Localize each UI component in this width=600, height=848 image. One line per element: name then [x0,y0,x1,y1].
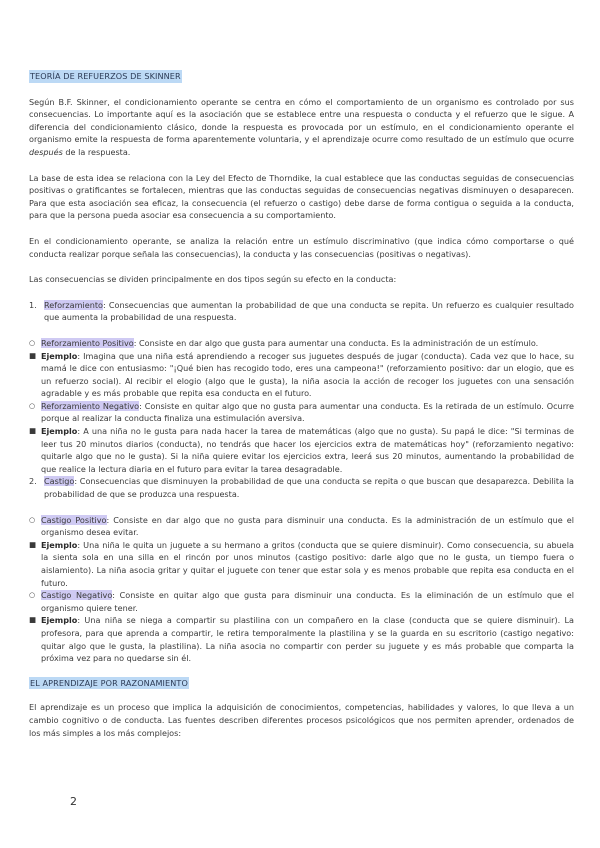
term-castigo: Castigo [44,476,75,487]
list-item-reforzamiento: 1. Reforzamiento: Consecuencias que aumentan la probabilidad de que una conducta se repita. Un refuerzo es cualquier resultado que aumenta la probabilidad de una respuesta. [29,299,574,323]
example-label: Ejemplo [41,539,78,550]
list-item-castigo-negativo: ○ Castigo Negativo: Consiste en quitar algo que gusta para disminuir una conducta. Es la eliminación de un estímulo que el organismo quiere tener. [29,590,574,613]
term-reforzamiento-negativo: Reforzamiento Negativo [41,400,140,411]
section-heading-skinner: TEORÍA DE REFUERZOS DE SKINNER [30,71,181,81]
term-castigo-negativo: Castigo Negativo [41,590,113,601]
circle-bullet-icon: ○ [29,401,36,410]
page-number: 2 [70,795,77,808]
paragraph-thorndike: La base de esta idea se relaciona con la Ley del Efecto de Thorndike, la cual establece que las conductas seguidas de consecuencias positivas o gratificantes se fortalecen, mientras que las conductas seguidas de consecuencias negativas disminuyen o desaparecen. Para que esta asociación sea eficaz, la consecuencia (el refuerzo o castigo) debe darse de forma contigua o seguida a la conducta, para que la persona pueda asociar esa consecuencia a su comportamiento. [29,172,574,221]
term-reforzamiento-positivo: Reforzamiento Positivo [41,337,134,348]
square-bullet-icon: ■ [29,539,37,549]
list-item-reforzamiento-positivo: ○ Reforzamiento Positivo: Consiste en dar algo que gusta para aumentar una conducta. Es la administración de un estímulo. [29,337,539,348]
list-item-castigo: 2. Castigo: Consecuencias que disminuyen la probabilidad de que una conducta se repita o que buscan que desaparezca. Debilita la probabilidad de que se produzca una respuesta. [29,476,574,500]
square-bullet-icon: ■ [29,615,37,625]
circle-bullet-icon: ○ [29,515,36,524]
list-item-example-rp: ■ Ejemplo: Imagina que una niña está aprendiendo a recoger sus juguetes después de jugar (conducta). Cada vez que lo hace, su mamá le dice con entusiasmo: "¡Qué bien has recogido todo, eres una campeona!" (reforzamiento positivo: dar un elogio, que es un refuerzo social). Al recibir el elogio (algo que le gusta), la niña asocia la acción de recoger los juguetes con una sensación agradable y es más probable que repita esa conducta en el futuro. [29,350,574,399]
paragraph-consequences-intro: Las consecuencias se dividen principalmente en dos tipos según su efecto en la conducta: [29,274,397,285]
term-reforzamiento: Reforzamiento [44,299,103,310]
list-item-example-cp: ■ Ejemplo: Una niña le quita un juguete a su hermano a gritos (conducta que se quiere disminuir). Como consecuencia, su abuela la sienta sola en una silla en el rincón por unos minutos (castigo positivo: darle algo que no le gusta, un tiempo fuera o aislamiento). La niña asocia gritar y quitar el juguete con tener que estar sola y es menos probable que repita esa conducta en el futuro. [29,539,574,588]
document-page [29,70,574,739]
circle-bullet-icon: ○ [29,338,36,347]
list-number: 2. [29,476,37,487]
paragraph-aprendizaje: El aprendizaje es un proceso que implica la adquisición de conocimientos, competencias, habilidades y valores, lo que lleva a un cambio cognitivo o de conducta. Las fuentes describen diferentes procesos psicológicos que nos permiten aprender, ordenados de los más simples a los más complejos: [29,702,574,738]
square-bullet-icon: ■ [29,350,37,360]
example-label: Ejemplo [41,350,78,361]
paragraph-skinner-intro: Según B.F. Skinner, el condicionamiento operante se centra en cómo el comportamiento de un organismo es controlado por sus consecuencias. Lo importante aquí es la asociación que se establece entre una respuesta o conducta y el refuerzo que le sigue. A diferencia del condicionamiento clásico, donde la respuesta es provocada por un estímulo, en el condicionamiento operante el organismo emite la respuesta de forma aparentemente voluntaria, y el aprendizaje ocurre como resultado de un estímulo que ocurre después de la respuesta. [29,96,574,157]
section-heading-razonamiento: EL APRENDIZAJE POR RAZONAMIENTO [30,677,188,688]
list-item-castigo-positivo: ○ Castigo Positivo: Consiste en dar algo que no gusta para disminuir una conducta. Es la administración de un estímulo que el organismo desea evitar. [29,514,574,538]
list-number: 1. [29,299,37,310]
example-label: Ejemplo [41,615,78,626]
list-item-example-cn: ■ Ejemplo: Una niña se niega a compartir su plastilina con un compañero en la clase (conducta que se quiere disminuir). La profesora, para que aprenda a compartir, le retira temporalmente la plastilina y se la guarda en su escritorio (castigo negativo: quitar algo que le gusta, la plastilina). La niña asocia no compartir con perder su juguete y es más probable que comparta la próxima vez para no quedarse sin él. [29,615,574,664]
example-label: Ejemplo [41,426,78,437]
paragraph-operant-relation: En el condicionamiento operante, se analiza la relación entre un estímulo discriminativo (que indica cómo comportarse o qué conducta realizar porque señala las consecuencias), la conducta y las consecuencias (positivas o negativas). [29,235,574,259]
list-item-reforzamiento-negativo: ○ Reforzamiento Negativo: Consiste en quitar algo que no gusta para aumentar una conducta. Es la retirada de un estímulo. Ocurre porque al realizar la conducta finaliza una estimulación aversiva. [29,400,575,424]
circle-bullet-icon: ○ [29,591,36,600]
list-item-example-rn: ■ Ejemplo: A una niña no le gusta para nada hacer la tarea de matemáticas (algo que no gusta). Su papá le dice: "Si terminas de leer tus 20 minutos diarios (conducta), no tendrás que hacer los ejercicios extra de matemáticas hoy" (reforzamiento negativo: quitarle algo que no le gusta). Si la niña quiere evitar los ejercicios extra, leerá sus 20 minutos, aumentando la probabilidad de que realice la lectura diaria en el futuro para evitar la tarea desagradable. [29,426,574,474]
square-bullet-icon: ■ [29,426,37,436]
term-castigo-positivo: Castigo Positivo [41,514,107,525]
